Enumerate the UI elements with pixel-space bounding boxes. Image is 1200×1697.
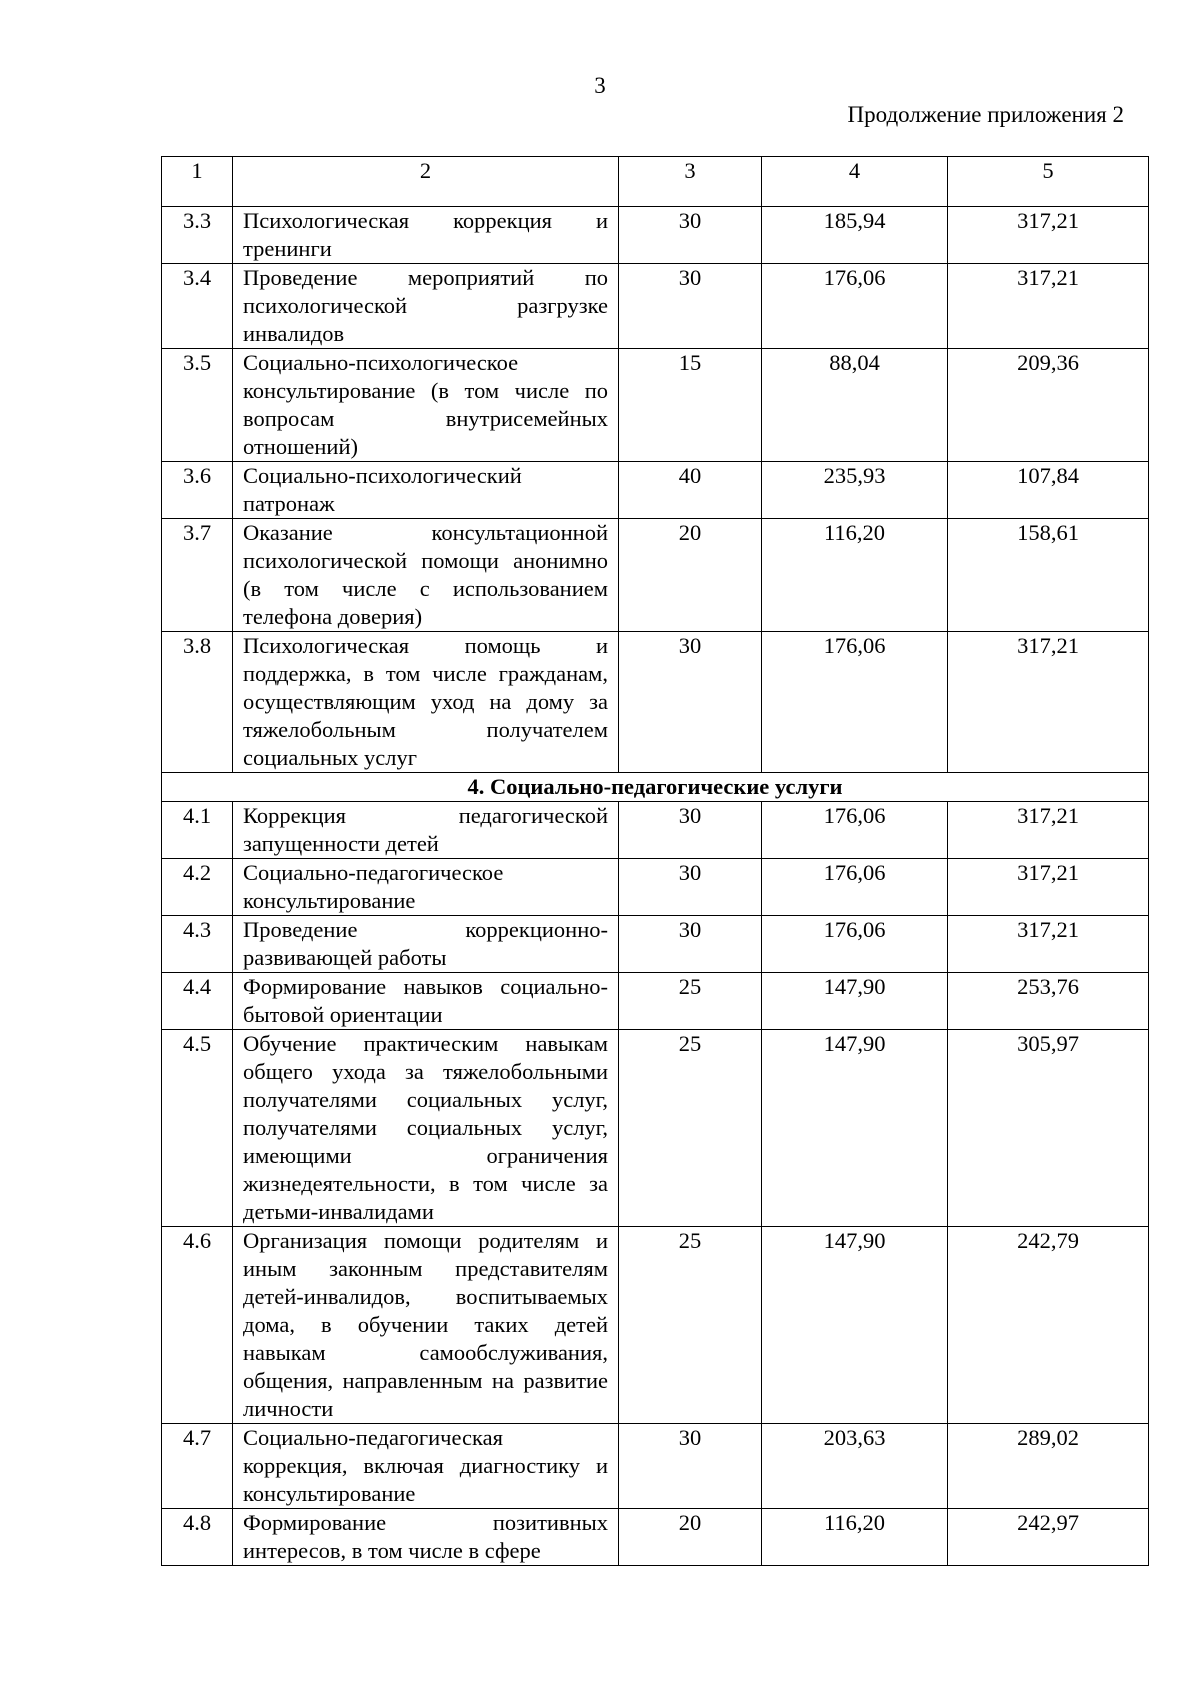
- header-cell-4: 4: [762, 157, 948, 207]
- table-header-row: [162, 157, 1149, 207]
- col3-value: 25: [619, 1227, 762, 1424]
- services-tariff-table: [161, 156, 1149, 1566]
- row-number: 4.1: [162, 802, 233, 859]
- col4-value: 185,94: [762, 207, 948, 264]
- row-number: 4.7: [162, 1424, 233, 1509]
- row-number: 4.2: [162, 859, 233, 916]
- service-name: Формирование навыков социально-бытовой ориентации: [233, 973, 619, 1030]
- appendix-continuation-label: Продолжение приложения 2: [847, 102, 1124, 127]
- service-name: Проведение коррекционно-развивающей работы: [233, 916, 619, 973]
- col5-value: 158,61: [948, 519, 1149, 632]
- row-number: 3.3: [162, 207, 233, 264]
- col3-value: 30: [619, 207, 762, 264]
- col3-value: 30: [619, 264, 762, 349]
- col4-value: 176,06: [762, 264, 948, 349]
- table-row: [162, 1030, 1149, 1227]
- col5-value: 317,21: [948, 632, 1149, 773]
- col5-value: 209,36: [948, 349, 1149, 462]
- service-name: Коррекция педагогической запущенности детей: [233, 802, 619, 859]
- table-row: [162, 462, 1149, 519]
- table-row: [162, 264, 1149, 349]
- col3-value: 30: [619, 859, 762, 916]
- col3-value: 30: [619, 802, 762, 859]
- table-row: [162, 802, 1149, 859]
- col4-value: 176,06: [762, 802, 948, 859]
- service-name: Психологическая коррекция и тренинги: [233, 207, 619, 264]
- service-name: Социально-педагогическое консультирование: [233, 859, 619, 916]
- col5-value: 242,97: [948, 1509, 1149, 1566]
- col5-value: 107,84: [948, 462, 1149, 519]
- table-row: [162, 349, 1149, 462]
- table-row: [162, 973, 1149, 1030]
- table-row: [162, 207, 1149, 264]
- col5-value: 317,21: [948, 802, 1149, 859]
- col4-value: 176,06: [762, 859, 948, 916]
- table-row: [162, 1227, 1149, 1424]
- col3-value: 30: [619, 1424, 762, 1509]
- col4-value: 147,90: [762, 973, 948, 1030]
- col3-value: 40: [619, 462, 762, 519]
- page-number: 3: [594, 73, 606, 98]
- header-cell-5: 5: [948, 157, 1149, 207]
- row-number: 3.6: [162, 462, 233, 519]
- col5-value: 317,21: [948, 264, 1149, 349]
- service-name: Обучение практическим навыкам общего ухода за тяжелобольными получателями социальных услуг, получателями социальных услуг, имеющими ограничения жизнедеятельности, в том числе за детьми-инвалидами: [233, 1030, 619, 1227]
- table-row: [162, 859, 1149, 916]
- col5-value: 317,21: [948, 207, 1149, 264]
- service-name: Социально-психологическое консультирование (в том числе по вопросам внутрисемейных отношений): [233, 349, 619, 462]
- row-number: 4.5: [162, 1030, 233, 1227]
- col3-value: 20: [619, 519, 762, 632]
- service-name: Формирование позитивных интересов, в том числе в сфере: [233, 1509, 619, 1566]
- col3-value: 25: [619, 1030, 762, 1227]
- service-name: Организация помощи родителям и иным законным представителям детей-инвалидов, воспитываемых дома, в обучении таких детей навыкам самообслуживания, общения, направленным на развитие личности: [233, 1227, 619, 1424]
- section-title: 4. Социально-педагогические услуги: [162, 773, 1149, 802]
- service-name: Социально-педагогическая коррекция, включая диагностику и консультирование: [233, 1424, 619, 1509]
- row-number: 4.6: [162, 1227, 233, 1424]
- row-number: 3.7: [162, 519, 233, 632]
- row-number: 4.3: [162, 916, 233, 973]
- row-number: 4.8: [162, 1509, 233, 1566]
- col3-value: 25: [619, 973, 762, 1030]
- col4-value: 116,20: [762, 1509, 948, 1566]
- col5-value: 242,79: [948, 1227, 1149, 1424]
- row-number: 3.4: [162, 264, 233, 349]
- col3-value: 30: [619, 916, 762, 973]
- col5-value: 317,21: [948, 916, 1149, 973]
- row-number: 3.8: [162, 632, 233, 773]
- col4-value: 176,06: [762, 632, 948, 773]
- table-row: [162, 632, 1149, 773]
- service-name: Проведение мероприятий по психологической разгрузке инвалидов: [233, 264, 619, 349]
- col4-value: 116,20: [762, 519, 948, 632]
- col4-value: 203,63: [762, 1424, 948, 1509]
- table-row: [162, 519, 1149, 632]
- col5-value: 305,97: [948, 1030, 1149, 1227]
- header-cell-3: 3: [619, 157, 762, 207]
- col4-value: 147,90: [762, 1030, 948, 1227]
- col4-value: 147,90: [762, 1227, 948, 1424]
- col3-value: 30: [619, 632, 762, 773]
- col5-value: 289,02: [948, 1424, 1149, 1509]
- section-header-row: [162, 773, 1149, 802]
- table-row: [162, 1509, 1149, 1566]
- col5-value: 317,21: [948, 859, 1149, 916]
- col3-value: 15: [619, 349, 762, 462]
- col4-value: 235,93: [762, 462, 948, 519]
- col3-value: 20: [619, 1509, 762, 1566]
- header-cell-1: 1: [162, 157, 233, 207]
- col4-value: 88,04: [762, 349, 948, 462]
- col5-value: 253,76: [948, 973, 1149, 1030]
- row-number: 3.5: [162, 349, 233, 462]
- row-number: 4.4: [162, 973, 233, 1030]
- table-row: [162, 916, 1149, 973]
- header-cell-2: 2: [233, 157, 619, 207]
- service-name: Социально-психологический патронаж: [233, 462, 619, 519]
- col4-value: 176,06: [762, 916, 948, 973]
- service-name: Оказание консультационной психологической помощи анонимно (в том числе с использованием телефона доверия): [233, 519, 619, 632]
- service-name: Психологическая помощь и поддержка, в том числе гражданам, осуществляющим уход на дому за тяжелобольным получателем социальных услуг: [233, 632, 619, 773]
- table-row: [162, 1424, 1149, 1509]
